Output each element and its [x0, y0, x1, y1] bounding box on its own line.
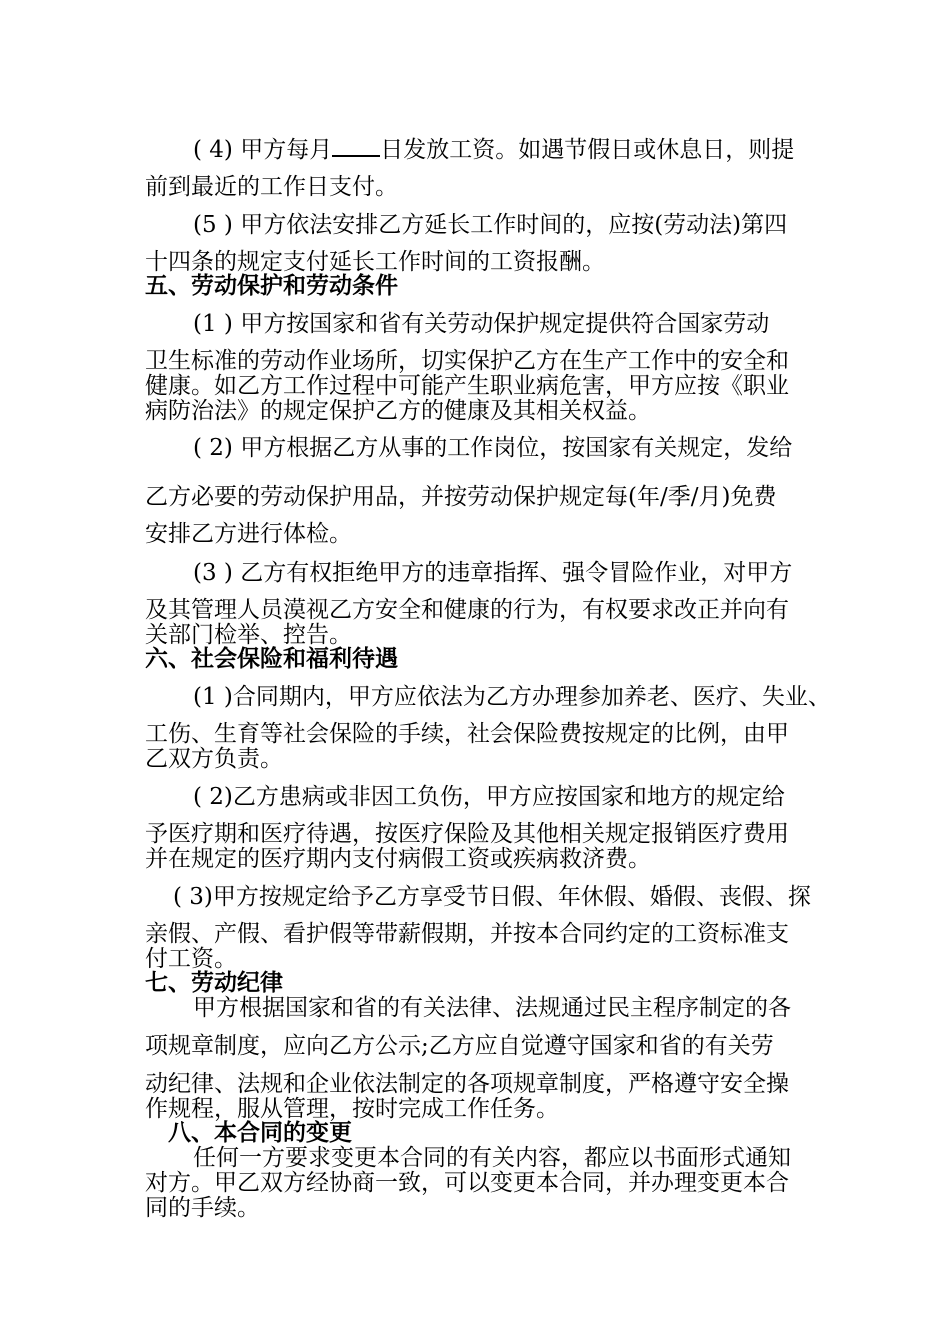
paragraph-4-line-2: 前到最近的工作日支付。 — [145, 174, 398, 200]
paragraph-4-line-1 — [193, 135, 794, 165]
section6-item2-line-1: ( 2)乙方患病或非因工负伤，甲方应按国家和地方的规定给 — [193, 784, 785, 810]
section5-item1-line-3: 健康。如乙方工作过程中可能产生职业病危害，甲方应按《职业 — [145, 373, 789, 399]
section8-line-2: 对方。甲乙双方经协商一致，可以变更本合同，并办理变更本合 — [145, 1170, 789, 1196]
blank-field — [332, 135, 380, 157]
section5-item2-line-3: 安排乙方进行体检。 — [145, 521, 352, 547]
section6-item3-line-1: ( 3)甲方按规定给予乙方享受节日假、年休假、婚假、丧假、探 — [173, 884, 811, 910]
section5-item3-line-3: 关部门检举、控告。 — [145, 622, 352, 648]
paragraph-5-line-2: 十四条的规定支付延长工作时间的工资报酬。 — [145, 249, 605, 275]
section6-item2-line-3: 并在规定的医疗期内支付病假工资或疾病救济费。 — [145, 846, 651, 872]
section5-item3-line-2: 及其管理人员漠视乙方安全和健康的行为，有权要求改正并向有 — [145, 597, 789, 623]
section-heading-5: 五、劳动保护和劳动条件 — [145, 273, 398, 299]
section5-item1-line-2: 卫生标准的劳动作业场所，切实保护乙方在生产工作中的安全和 — [145, 348, 789, 374]
section5-item2-line-2: 乙方必要的劳动保护用品，并按劳动保护规定每(年/季/月)免费 — [145, 484, 777, 510]
section6-item3-line-3: 付工资。 — [145, 946, 237, 972]
section-heading-7: 七、劳动纪律 — [145, 970, 283, 996]
section5-item2-line-1: ( 2) 甲方根据乙方从事的工作岗位，按国家有关规定，发给 — [193, 435, 793, 461]
section6-item1-line-3: 乙双方负责。 — [145, 746, 283, 772]
section6-item1-line-2: 工伤、生育等社会保险的手续，社会保险费按规定的比例，由甲 — [145, 721, 789, 747]
section7-line-3: 动纪律、法规和企业依法制定的各项规章制度，严格遵守安全操 — [145, 1071, 789, 1097]
section5-item3-line-1: (3 ) 乙方有权拒绝甲方的违章指挥、强令冒险作业，对甲方 — [193, 560, 793, 586]
section-heading-6: 六、社会保险和福利待遇 — [145, 646, 398, 672]
text-segment: 日发放工资。如遇节假日或休息日，则提 — [380, 137, 795, 163]
section7-line-2: 项规章制度，应向乙方公示;乙方应自觉遵守国家和省的有关劳 — [145, 1033, 774, 1059]
section6-item2-line-2: 予医疗期和医疗待遇，按医疗保险及其他相关规定报销医疗费用 — [145, 821, 789, 847]
section6-item1-line-1: (1 )合同期内，甲方应依法为乙方办理参加养老、医疗、失业、 — [193, 684, 831, 710]
section6-item3-line-2: 亲假、产假、看护假等带薪假期，并按本合同约定的工资标准支 — [145, 921, 789, 947]
section7-line-4: 作规程，服从管理，按时完成工作任务。 — [145, 1096, 559, 1122]
section7-line-1: 甲方根据国家和省的有关法律、法规通过民主程序制定的各 — [193, 995, 791, 1021]
section5-item1-line-4: 病防治法》的规定保护乙方的健康及其相关权益。 — [145, 398, 651, 424]
section8-line-3: 同的手续。 — [145, 1195, 260, 1221]
text-segment: ( 4) 甲方每月 — [193, 137, 333, 163]
section-heading-8: 八、本合同的变更 — [168, 1120, 352, 1146]
paragraph-5-line-1: (5 ) 甲方依法安排乙方延长工作时间的，应按(劳动法)第四 — [193, 212, 788, 238]
section8-line-1: 任何一方要求变更本合同的有关内容，都应以书面形式通知 — [193, 1145, 791, 1171]
section5-item1-line-1: (1 ) 甲方按国家和省有关劳动保护规定提供符合国家劳动 — [193, 311, 770, 337]
